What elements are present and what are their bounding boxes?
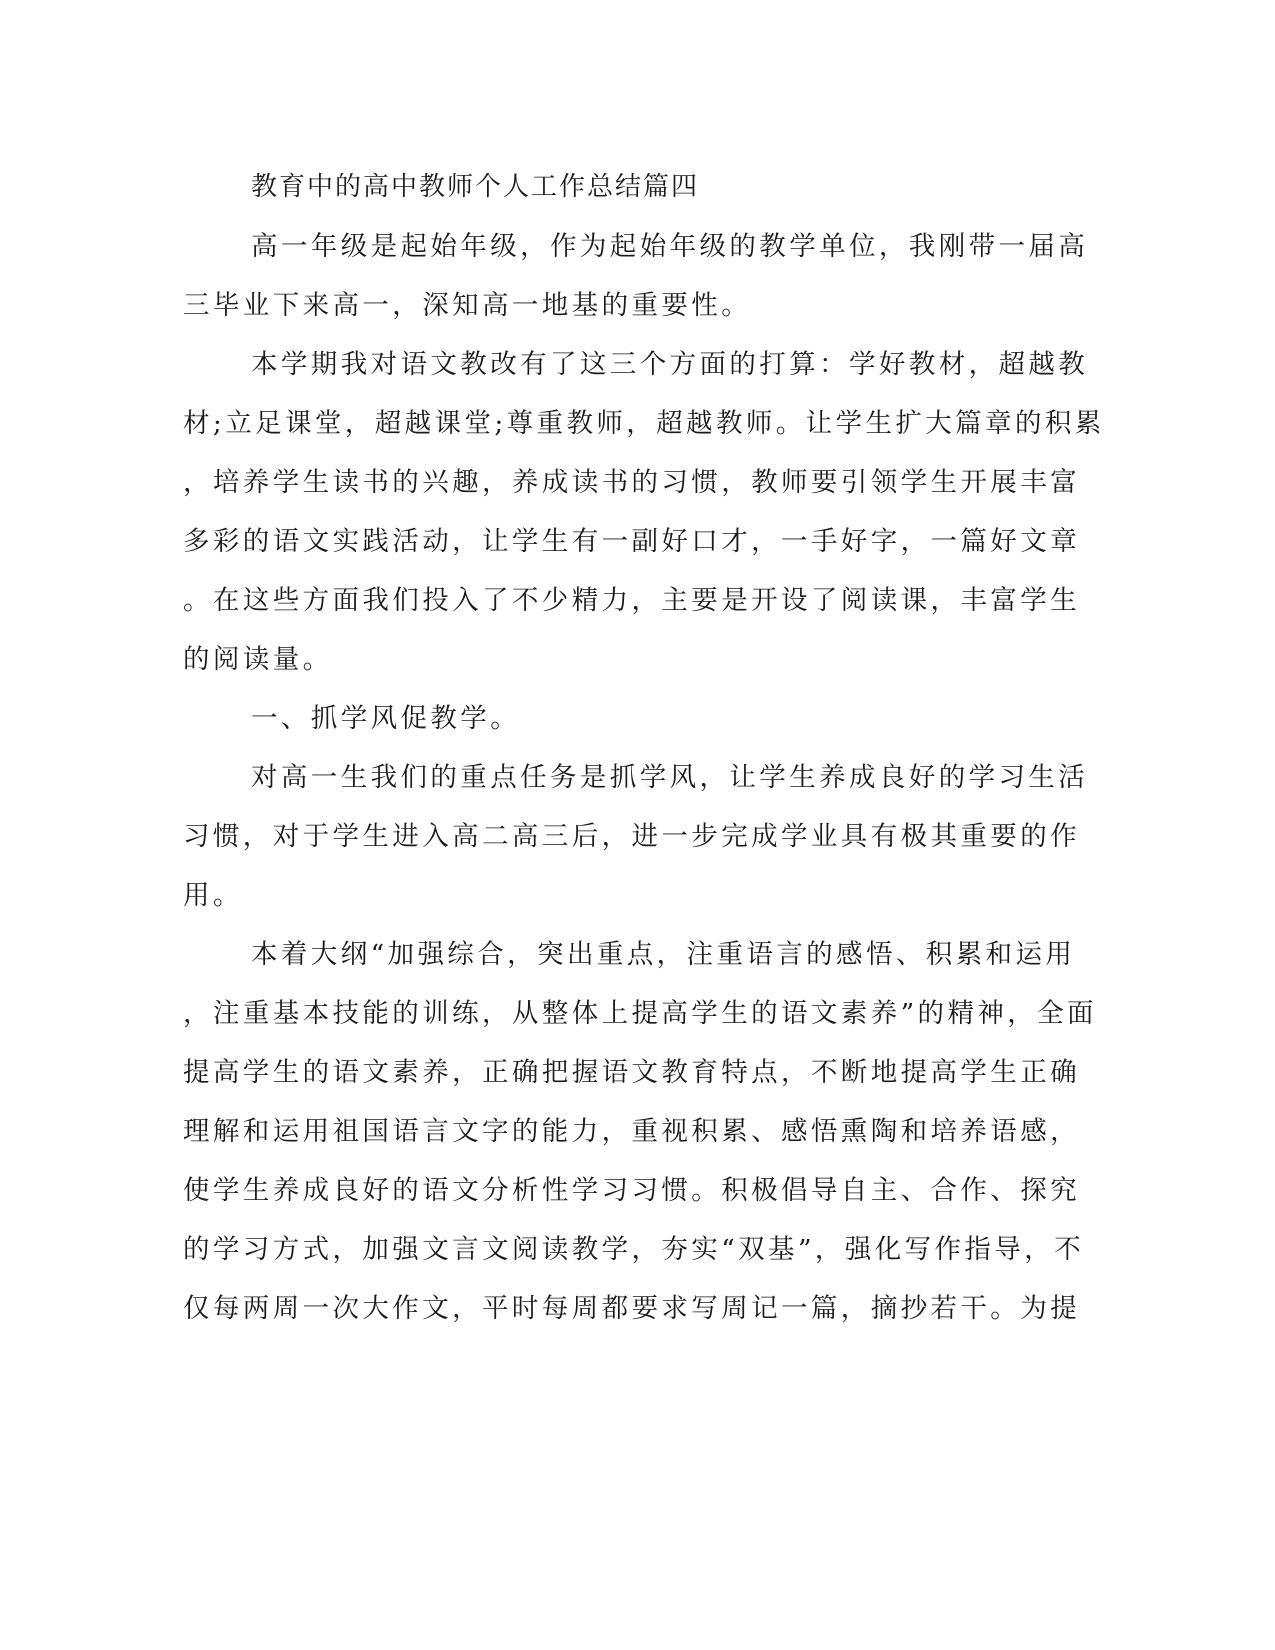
text-line: 本学期我对语文教改有了这三个方面的打算：学好教材，超越教 <box>251 349 1089 380</box>
text-line: ，培养学生读书的兴趣，养成读书的习惯，教师要引领学生开展丰富 <box>183 467 1080 498</box>
text-line: 三毕业下来高一，深知高一地基的重要性。 <box>183 290 752 321</box>
text-line: ，注重基本技能的训练，从整体上提高学生的语文素养”的精神，全面 <box>183 998 1097 1029</box>
text-line: 使学生养成良好的语文分析性学习习惯。积极倡导自主、合作、探究 <box>183 1175 1080 1206</box>
text-line: 对高一生我们的重点任务是抓学风，让学生养成良好的学习生活 <box>251 762 1089 793</box>
text-line: 用。 <box>183 880 243 911</box>
section-heading: 一、抓学风促教学。 <box>251 703 521 734</box>
text-line: 的学习方式，加强文言文阅读教学，夯实“双基”，强化写作指导，不 <box>183 1234 1084 1265</box>
document-body <box>183 158 1105 1338</box>
text-line: 习惯，对于学生进入高二高三后，进一步完成学业具有极其重要的作 <box>183 821 1080 852</box>
text-line: 仅每两周一次大作文，平时每周都要求写周记一篇，摘抄若干。为提 <box>183 1293 1080 1324</box>
text-line: 。在这些方面我们投入了不少精力，主要是开设了阅读课，丰富学生 <box>183 585 1080 616</box>
text-line: 高一年级是起始年级，作为起始年级的教学单位，我刚带一届高 <box>251 231 1089 262</box>
text-line: 本着大纲“加强综合，突出重点，注重语言的感悟、积累和运用 <box>251 939 1076 970</box>
text-line: 多彩的语文实践活动，让学生有一副好口才，一手好字，一篇好文章 <box>183 526 1080 557</box>
text-line: 的阅读量。 <box>183 644 333 675</box>
text-line: 理解和运用祖国语言文字的能力，重视积累、感悟熏陶和培养语感， <box>183 1116 1080 1147</box>
document-title: 教育中的高中教师个人工作总结篇四 <box>251 172 700 202</box>
text-line: 提高学生的语文素养，正确把握语文教育特点，不断地提高学生正确 <box>183 1057 1080 1088</box>
text-line: 材;立足课堂，超越课堂;尊重教师，超越教师。让学生扩大篇章的积累 <box>183 408 1105 439</box>
